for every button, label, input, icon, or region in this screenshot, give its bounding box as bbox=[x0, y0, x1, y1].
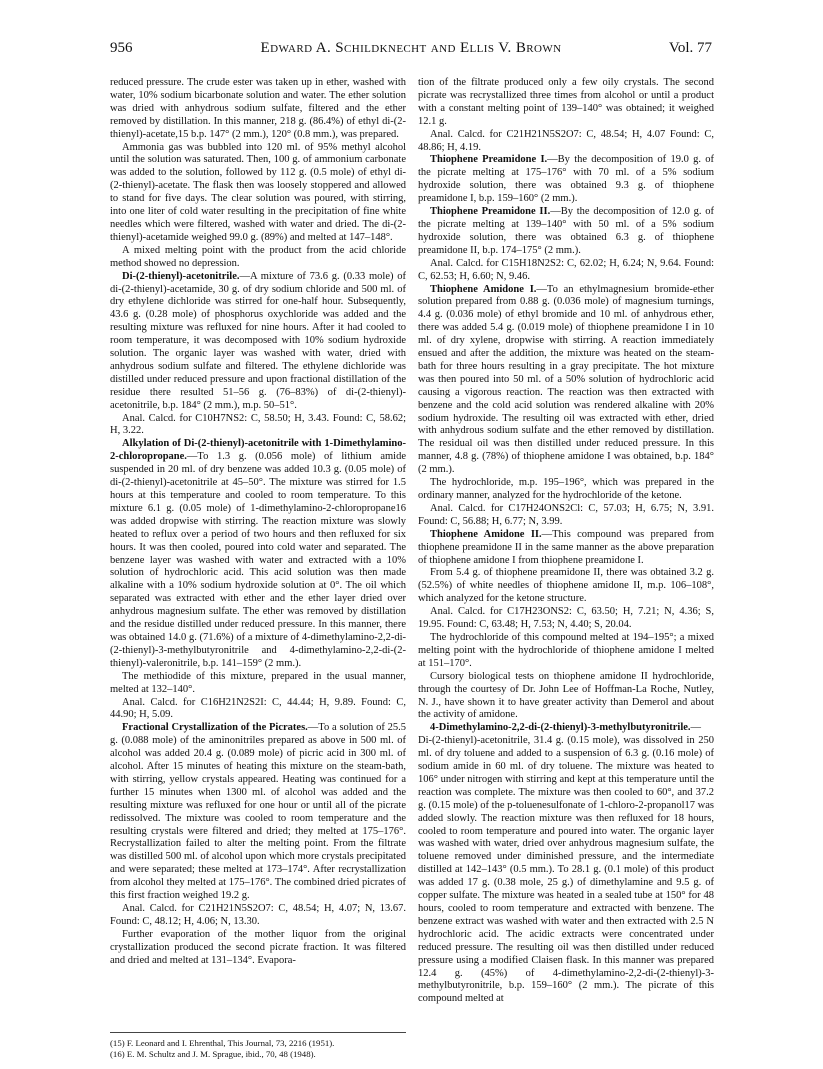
paragraph bbox=[418, 529, 714, 568]
paragraph bbox=[418, 567, 714, 606]
paragraph-text: Further evaporation of the mother liquor from the original crystallization produced the second picrate fraction. It was filtered and dried and melted at 131–134°. Evapora- bbox=[110, 928, 406, 966]
running-authors: Edward A. Schildknecht and Ellis V. Brown bbox=[260, 40, 562, 56]
paragraph-text: Anal. Calcd. for C21H21N5S2O7: C, 48.54; H, 4.07; N, 13.67. Found: C, 48.12; H, 4.06; N, 13.30. bbox=[110, 903, 406, 927]
paragraph bbox=[110, 438, 406, 670]
paragraph bbox=[418, 77, 714, 129]
paragraph bbox=[418, 632, 714, 671]
paragraph-text: Anal. Calcd. for C21H21N5S2O7: C, 48.54; H, 4.07 Found: C, 48.86; H, 4.19. bbox=[418, 128, 714, 153]
paragraph bbox=[110, 245, 406, 271]
paragraph bbox=[418, 284, 714, 478]
paragraph bbox=[110, 671, 406, 697]
page-number: 956 bbox=[110, 40, 133, 56]
paragraph-text: Anal. Calcd. for C16H21N2S2I: C, 44.44; H, 9.89. Found: C, 44.90; H, 5.09. bbox=[110, 696, 406, 721]
paragraph bbox=[418, 722, 714, 1006]
footnote: (15) F. Leonard and I. Ehrenthal, This Journal, 73, 2216 (1951). bbox=[110, 1038, 335, 1048]
footnote-rule bbox=[110, 1032, 406, 1033]
footnotes bbox=[110, 1038, 406, 1059]
paragraph-text: —To 1.3 g. (0.056 mole) of lithium amide suspended in 20 ml. of dry benzene was added 10.3 g. (0.05 mole) of di-(2-thienyl)-acetonitrile at 45–50°. The mixture was stirred for 1.5 hours at this temperature and cooled to room temperature. To this mixture 6.1 g. (0.05 mole) of 1-dimethylamino-2-chloropropane16 was added dropwise with stirring. The reaction mixture was slowly heated to reflux over a period of two hours and then refluxed for six hours. It was then cooled, poured into cold water and separated. The benzene layer was washed with water and extracted with a 10% solution of hydrochloric acid. This acid solution was then made alkaline with a 10% sodium hydroxide solution at 0°. The oil which separated was extracted with ether and the ether layer dried over anhydrous magnesium sulfate. The ether was removed by distillation and the residue distilled under reduced pressure. In this manner, there was obtained 14.0 g. (71.6%) of a mixture of 4-dimethylamino-2,2-di-(2-thienyl)-3-methylbutyronitrile and 4-dimethylamino-2,2-di-(2-thienyl)-valeronitrile, b.p. 141–159° (2 mm.). bbox=[110, 451, 406, 669]
paragraph bbox=[418, 258, 714, 284]
paragraph bbox=[110, 903, 406, 929]
footnote: (16) E. M. Schultz and J. M. Sprague, ibid., 70, 48 (1948). bbox=[110, 1048, 316, 1059]
paragraph-text: Anal. Calcd. for C10H7NS2: C, 58.50; H, 3.43. Found: C, 58.62; H, 3.22. bbox=[110, 412, 406, 437]
paragraph-text: The hydrochloride, m.p. 195–196°, which was prepared in the ordinary manner, analyzed for the hydrochloride of the ketone. bbox=[418, 477, 714, 501]
section-heading: 4-Dimethylamino-2,2-di-(2-thienyl)-3-methylbutyronitrile. bbox=[430, 722, 691, 734]
paragraph bbox=[418, 606, 714, 632]
paragraph-text: Anal. Calcd. for C15H18N2S2: C, 62.02; H, 6.24; N, 9.64. Found: C, 62.53; H, 6.60; N, 9.46. bbox=[418, 257, 714, 282]
paragraph-text: tion of the filtrate produced only a few oily crystals. The second picrate was recrystallized three times from alcohol or until a product with a constant melting point of 139–140° was obtained; it weighed 12.1 g. bbox=[418, 77, 714, 127]
section-heading: Fractional Crystallization of the Picrates. bbox=[122, 722, 308, 734]
volume-label: Vol. 77 bbox=[668, 40, 712, 56]
paragraph bbox=[110, 413, 406, 439]
paragraph-text: reduced pressure. The crude ester was taken up in ether, washed with water, 10% sodium bicarbonate solution and water. The ether solution was dried with anhydrous sodium sulfate, filtered and the ether removed by distillation. In this manner, 218 g. (86.4%) of ethyl di-(2-thienyl)-acetate,15 b.p. 147° (2 mm.), 120° (0.8 mm.), was prepared. bbox=[110, 77, 406, 140]
paragraph-text: Ammonia gas was bubbled into 120 ml. of 95% methyl alcohol until the solution was saturated. Then, 100 g. of ammonium carbonate was added to the solution, followed by 112 g. (0.5 mole) of ethyl di-(2-thienyl)-acetate. The flask then was loosely stoppered and allowed to stand for five days. The clear solution was poured, with stirring, into one liter of cold water resulting in the precipitation of fine white needles which were filtered, washed with water and dried. The di-(2-thienyl)-acetamide weighed 99.0 g. (89%) and melted at 147–148°. bbox=[110, 141, 406, 243]
paragraph-text: A mixed melting point with the product from the acid chloride method showed no depression. bbox=[110, 244, 406, 269]
paragraph bbox=[110, 142, 406, 245]
paragraph-text: —To a solution of 25.5 g. (0.088 mole) of the aminonitriles prepared as above in 500 ml. of alcohol was added 20.4 g. (0.089 mole) of picric acid in 300 ml. of alcohol. After 15 minutes of heating this mixture on the steam-bath, with stirring, yellow crystals appeared. Heating was continued for a further 15 minutes when 1300 ml. of alcohol was added and the resulting mixture was refluxed for one hour or until all of the picrate redissolved. The mixture was cooled to room temperature and the resulting crystals were filtered and dried; they melted at 175–176°. Recrystallization failed to alter the melting point. From the filtrate was distilled 500 ml. of alcohol upon which more crystals precipitated and were separated; these melted at 173–174°. After recrystallization from alcohol they melted at 175–176°. The combined dried picrates of this first fraction weighed 19.2 g. bbox=[110, 722, 406, 902]
paragraph-text: Anal. Calcd. for C17H23ONS2: C, 63.50; H, 7.21; N, 4.36; S, 19.95. Found: C, 63.48; H, 7.53; N, 4.40; S, 20.04. bbox=[418, 606, 714, 631]
section-heading: Alkylation of Di-(2-thienyl)-acetonitrile with 1-Dimethylamino-2-chloropropane. bbox=[110, 438, 406, 463]
section-heading: Thiophene Preamidone I. bbox=[430, 154, 548, 166]
paragraph-text: Anal. Calcd. for C17H24ONS2Cl: C, 57.03; H, 6.75; N, 3.91. Found: C, 56.88; H, 6.77; N, 3.99. bbox=[418, 502, 714, 527]
paragraph bbox=[110, 77, 406, 142]
section-heading: Thiophene Amidone II. bbox=[430, 528, 542, 540]
section-heading: Thiophene Amidone I. bbox=[430, 283, 537, 295]
paragraph-text: The methiodide of this mixture, prepared in the usual manner, melted at 132–140°. bbox=[110, 670, 406, 695]
paragraph-text: —By the decomposition of 12.0 g. of the picrate melting at 139–140° with 50 ml. of a 5% sodium hydroxide solution, there was obtained 6.3 g. of thiophene preamidone II, b.p. 174–175° (2 mm.). bbox=[418, 206, 714, 256]
paragraph-text: —To an ethylmagnesium bromide-ether solution prepared from 0.88 g. (0.036 mole) of magnesium turnings, 4.4 g. (0.036 mole) of ethyl bromide and 10 ml. of anhydrous ether, there was added 5.4 g. (0.019 mole) of thiophene preamidone I in 10 ml. of dry xylene, dropwise with stirring. A reaction immediately ensued and after the addition, the mixture was heated on the steam-bath for three hours resulting in a gray precipitate. The hot mixture was then poured into 50 ml. of a 50% solution of hydrochloric acid causing a vigorous reaction. The reaction was then extracted with benzene and the cold acid solution was rendered alkaline with 20% sodium hydroxide. The resulting oil was extracted with ether, dried with anhydrous sodium sulfate and the ether removed by distillation. The residual oil was then distilled under reduced pressure. In this manner, 4.8 g. (78%) of thiophene amidone I was obtained, b.p. 184° (2 mm.). bbox=[418, 283, 714, 476]
paragraph-text: —By the decomposition of 19.0 g. of the picrate melting at 175–176° with 70 ml. of a 5% sodium hydroxide solution, there was obtained 9.3 g. of thiophene preamidone I, b.p. 159–160° (2 mm.). bbox=[418, 154, 714, 205]
running-header bbox=[110, 40, 712, 60]
paragraph bbox=[110, 271, 406, 413]
paragraph-text: From 5.4 g. of thiophene preamidone II, there was obtained 3.2 g. (52.5%) of white needles of thiophene amidone II, m.p. 106–108°, which analyzed for the ketone structure. bbox=[418, 567, 714, 605]
paragraph bbox=[110, 929, 406, 968]
paragraph bbox=[418, 154, 714, 206]
paragraph bbox=[418, 206, 714, 258]
right-column bbox=[418, 77, 714, 1006]
paragraph bbox=[418, 503, 714, 529]
paragraph-text: —A mixture of 73.6 g. (0.33 mole) of di-(2-thienyl)-acetamide, 30 g. of dry sodium chloride and 500 ml. of dry ethylene dichloride was stirred for one-half hour. Subsequently, 43.6 g. (0.28 mole) of phosphorus oxychloride was added and the resulting mixture was refluxed for nine hours. After it had cooled to room temperature, it was decomposed with 10% sodium hydroxide solution. The organic layer was washed with water, dried with anhydrous sodium sulfate and filtered. The ethylene dichloride was distilled under reduced pressure and upon fractional distillation of the residue there resulted 51–56 g. (76–83%) of di-(2-thienyl)-acetonitrile, b.p. 184° (2 mm.), m.p. 50–51°. bbox=[110, 270, 406, 411]
paragraph bbox=[418, 477, 714, 503]
paragraph bbox=[110, 697, 406, 723]
paragraph-text: —Di-(2-thienyl)-acetonitrile, 31.4 g. (0.15 mole), was dissolved in 250 ml. of dry toluene and added to a suspension of 6.3 g. (0.16 mole) of sodium amide in 60 ml. of dry toluene. The mixture was heated to 106° under nitrogen with stirring and kept at this temperature until the reaction was complete. The mixture was then cooled to 60°, and 37.2 g. (0.15 mole) of the p-toluenesulfonate of 1-chloro-2-propanol17 was added slowly. The reaction mixture was then refluxed for 18 hours, cooled to room temperature and poured into water. The organic layer was washed with water, dried over anhydrous magnesium sulfate, the toluene removed under diminished pressure, and the intermediate distilled at 142–143° (0.5 mm.). To 28.1 g. (0.1 mole) of this product was added 17 g. (0.38 mole, 25 g.) of dimethylamine and 9.5 g. of copper sulfate. The mixture was heated in a sealed tube at 150° for 48 hours, cooled to room temperature and extracted with benzene. The benzene extract was washed with water and then extracted with 2.5 N hydrochloric acid. The acidic extracts were concentrated under reduced pressure. The resulting oil was then distilled under reduced pressure using a modified Claisen flask. In this manner was prepared 12.4 g. (45%) of 4-dimethylamino-2,2-di-(2-thienyl)-3-methylbutyronitrile, b.p. 159–160° (2 mm.). The picrate of this compound melted at bbox=[418, 722, 714, 1005]
paragraph-text: —This compound was prepared from thiophene preamidone II in the same manner as the above preparation of thiophene amidone I from thiophene preamidone I. bbox=[418, 528, 715, 566]
paragraph bbox=[418, 129, 714, 155]
paragraph bbox=[110, 722, 406, 903]
left-column bbox=[110, 77, 406, 968]
section-heading: Thiophene Preamidone II. bbox=[430, 206, 551, 218]
section-heading: Di-(2-thienyl)-acetonitrile. bbox=[122, 270, 240, 282]
paragraph-text: The hydrochloride of this compound melted at 194–195°; a mixed melting point with the hydrochloride of thiophene amidone I melted at 151–170°. bbox=[418, 631, 714, 669]
paragraph-text: Cursory biological tests on thiophene amidone II hydrochloride, through the courtesy of Dr. John Lee of Hoffman-La Roche, Nutley, N. J., have shown it to have greater activity than Demerol and about the activity of amidone. bbox=[418, 670, 714, 721]
paragraph bbox=[418, 671, 714, 723]
